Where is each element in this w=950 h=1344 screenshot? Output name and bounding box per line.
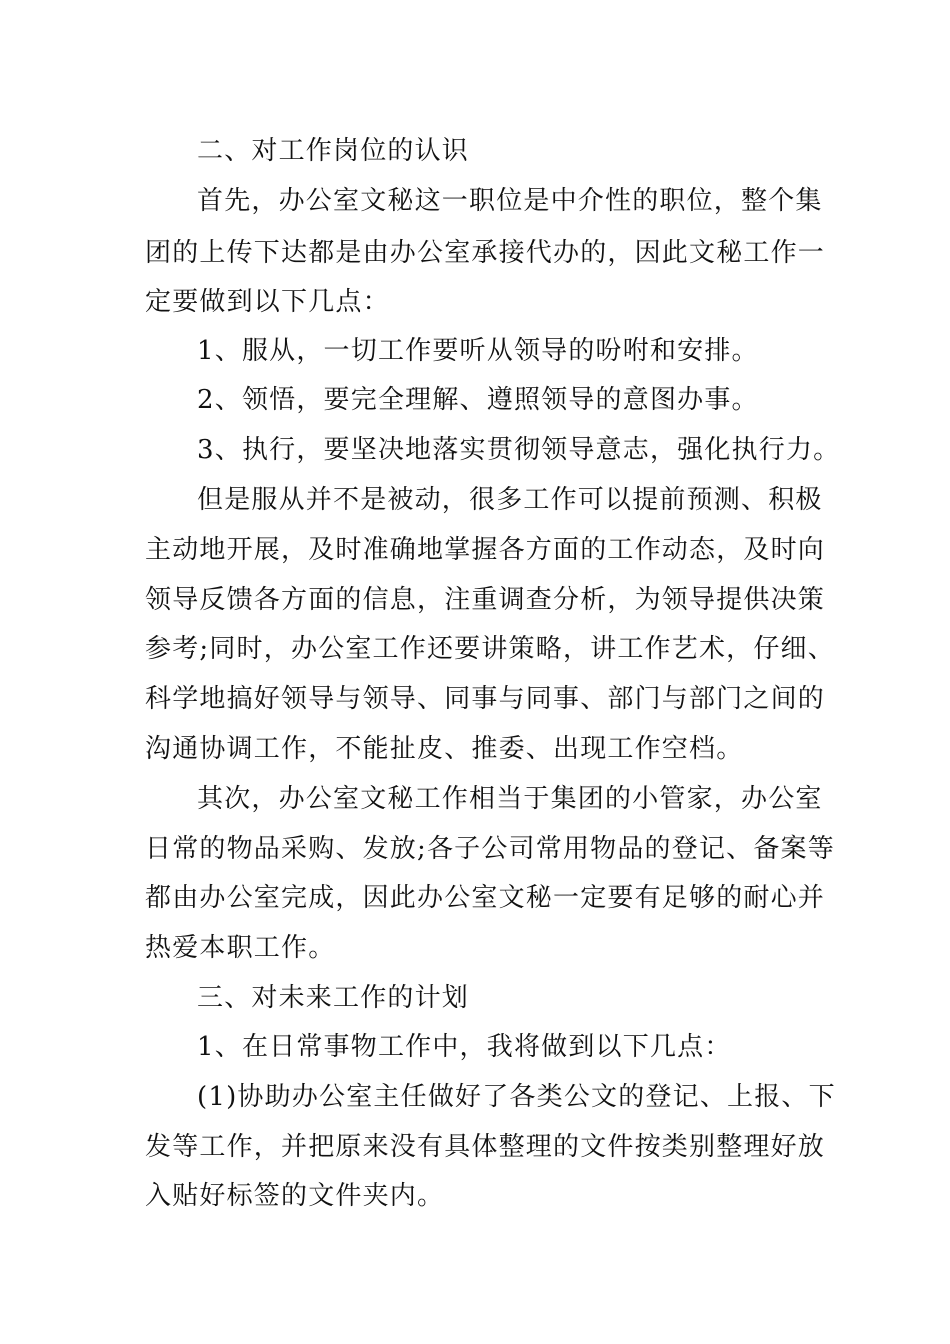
paragraph-line: 沟通协调工作，不能扯皮、推委、出现工作空档。 <box>145 734 744 764</box>
paragraph-line: 首先，办公室文秘这一职位是中介性的职位，整个集 <box>197 186 823 216</box>
paragraph-line: 科学地搞好领导与领导、同事与同事、部门与部门之间的 <box>145 684 826 714</box>
paragraph-line: 日常的物品采购、发放;各子公司常用物品的登记、备案等 <box>145 834 835 864</box>
paragraph-line: 但是服从并不是被动，很多工作可以提前预测、积极 <box>197 485 823 515</box>
list-item: 2、领悟，要完全理解、遵照领导的意图办事。 <box>197 385 759 415</box>
section-heading-job-understanding: 二、对工作岗位的认识 <box>197 136 470 166</box>
paragraph-line: 团的上传下达都是由办公室承接代办的，因此文秘工作一 <box>145 238 826 268</box>
section-heading-future-plan: 三、对未来工作的计划 <box>197 983 470 1013</box>
paragraph-line: 领导反馈各方面的信息，注重调查分析，为领导提供决策 <box>145 585 826 615</box>
paragraph-line: 发等工作，并把原来没有具体整理的文件按类别整理好放 <box>145 1132 826 1162</box>
paragraph-line: 入贴好标签的文件夹内。 <box>145 1181 445 1211</box>
paragraph-line: 都由办公室完成，因此办公室文秘一定要有足够的耐心并 <box>145 883 826 913</box>
paragraph-line: 定要做到以下几点： <box>145 287 390 317</box>
paragraph-line: 主动地开展，及时准确地掌握各方面的工作动态，及时向 <box>145 535 826 565</box>
list-item: 1、服从，一切工作要听从领导的吩咐和安排。 <box>197 336 759 366</box>
list-item: 3、执行，要坚决地落实贯彻领导意志，强化执行力。 <box>197 435 841 465</box>
list-item: (1)协助办公室主任做好了各类公文的登记、上报、下 <box>197 1082 836 1112</box>
paragraph-line: 参考;同时，办公室工作还要讲策略，讲工作艺术，仔细、 <box>145 634 835 664</box>
paragraph-line: 热爱本职工作。 <box>145 933 336 963</box>
list-item: 1、在日常事物工作中，我将做到以下几点： <box>197 1032 732 1062</box>
paragraph-line: 其次，办公室文秘工作相当于集团的小管家，办公室 <box>197 784 823 814</box>
